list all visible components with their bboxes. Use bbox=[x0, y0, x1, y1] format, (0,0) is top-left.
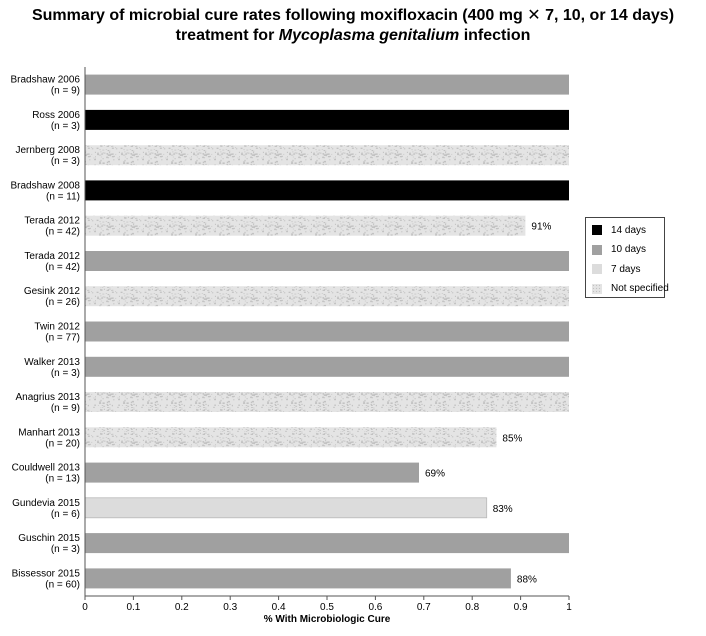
data-label: 69% bbox=[425, 468, 446, 480]
legend-swatch bbox=[592, 225, 602, 235]
category-sample-size: (n = 3) bbox=[50, 544, 80, 556]
category-label: Guschin 2015 bbox=[18, 533, 80, 545]
category-label: Anagrius 2013 bbox=[15, 392, 80, 403]
category-label: Bradshaw 2006 bbox=[10, 74, 80, 86]
category-label: Terada 2012 bbox=[24, 215, 80, 227]
legend-item bbox=[592, 262, 640, 276]
category-sample-size: (n = 77) bbox=[45, 332, 80, 344]
chart-title-line2-pre: treatment for bbox=[175, 27, 279, 44]
data-label: 88% bbox=[516, 574, 537, 586]
category-label: Ross 2006 bbox=[32, 109, 80, 121]
x-tick-label: 0 bbox=[82, 602, 88, 613]
category-sample-size: (n = 6) bbox=[50, 508, 80, 520]
bar bbox=[85, 568, 511, 588]
legend-label: 10 days bbox=[611, 244, 647, 255]
legend-swatch bbox=[592, 245, 602, 255]
x-tick-label: 0.8 bbox=[465, 602, 480, 613]
category-sample-size: (n = 9) bbox=[50, 403, 80, 414]
bar bbox=[85, 322, 569, 342]
category-sample-size: (n = 26) bbox=[45, 297, 80, 309]
data-label: 91% bbox=[531, 221, 552, 233]
bars-layer bbox=[85, 75, 569, 589]
legend bbox=[585, 217, 669, 298]
bar bbox=[85, 145, 569, 165]
category-label: Gesink 2012 bbox=[23, 286, 80, 298]
bar bbox=[85, 286, 569, 306]
category-label: Manhart 2013 bbox=[18, 427, 80, 439]
bar bbox=[85, 216, 525, 236]
legend-item bbox=[592, 223, 646, 237]
x-axis-label: % With Microbiologic Cure bbox=[263, 614, 391, 625]
x-tick-label: 0.3 bbox=[223, 602, 238, 613]
x-tick-label: 0.1 bbox=[126, 602, 141, 613]
x-tick-label: 0.4 bbox=[271, 602, 286, 613]
bar bbox=[85, 357, 569, 377]
data-label: 83% bbox=[492, 503, 513, 515]
category-label: Terada 2012 bbox=[24, 251, 80, 262]
x-tick-label: 1 bbox=[566, 602, 572, 613]
bar bbox=[85, 427, 496, 447]
category-sample-size: (n = 3) bbox=[50, 367, 80, 379]
bar bbox=[85, 75, 569, 95]
bar bbox=[85, 180, 569, 200]
category-sample-size: (n = 13) bbox=[45, 473, 80, 485]
chart-title-organism: Mycoplasma genitalium bbox=[278, 27, 460, 44]
category-label: Jernberg 2008 bbox=[15, 145, 80, 157]
category-label: Couldwell 2013 bbox=[11, 462, 80, 474]
x-tick-label: 0.5 bbox=[320, 602, 334, 613]
category-sample-size: (n = 42) bbox=[45, 262, 80, 273]
chart-title-line1: Summary of microbial cure rates following moxifloxacin (400 mg ✕ 7, 10, or 14 days) bbox=[31, 7, 675, 24]
x-tick-label: 0.7 bbox=[416, 602, 431, 613]
category-sample-size: (n = 60) bbox=[45, 579, 80, 591]
category-sample-size: (n = 20) bbox=[45, 438, 80, 450]
legend-label: 7 days bbox=[611, 263, 641, 275]
legend-swatch bbox=[592, 284, 602, 294]
bar bbox=[85, 392, 569, 412]
category-label: Gundevia 2015 bbox=[12, 497, 80, 509]
category-sample-size: (n = 3) bbox=[50, 156, 80, 168]
legend-item bbox=[592, 282, 669, 296]
category-sample-size: (n = 11) bbox=[46, 191, 80, 203]
category-labels-layer bbox=[11, 75, 81, 591]
category-sample-size: (n = 42) bbox=[45, 226, 80, 238]
category-sample-size: (n = 3) bbox=[50, 120, 80, 132]
legend-label: 14 days bbox=[611, 224, 647, 236]
category-label: Twin 2012 bbox=[34, 321, 80, 333]
x-tick-label: 0.9 bbox=[513, 602, 528, 613]
x-tick-label: 0.2 bbox=[174, 602, 189, 613]
category-label: Bissessor 2015 bbox=[11, 568, 80, 580]
legend-swatch bbox=[592, 264, 602, 274]
bar bbox=[85, 498, 487, 518]
data-label: 85% bbox=[502, 433, 523, 445]
chart-title-line2-post: infection bbox=[459, 27, 531, 44]
bar bbox=[85, 533, 569, 553]
category-sample-size: (n = 9) bbox=[50, 85, 80, 97]
x-tick-label: 0.6 bbox=[368, 602, 383, 613]
bar bbox=[85, 110, 569, 130]
legend-label: Not specified bbox=[611, 283, 669, 294]
category-label: Bradshaw 2008 bbox=[10, 180, 80, 192]
category-label: Walker 2013 bbox=[24, 356, 80, 368]
legend-item bbox=[592, 243, 646, 257]
bar bbox=[85, 463, 419, 483]
bar bbox=[85, 251, 569, 271]
